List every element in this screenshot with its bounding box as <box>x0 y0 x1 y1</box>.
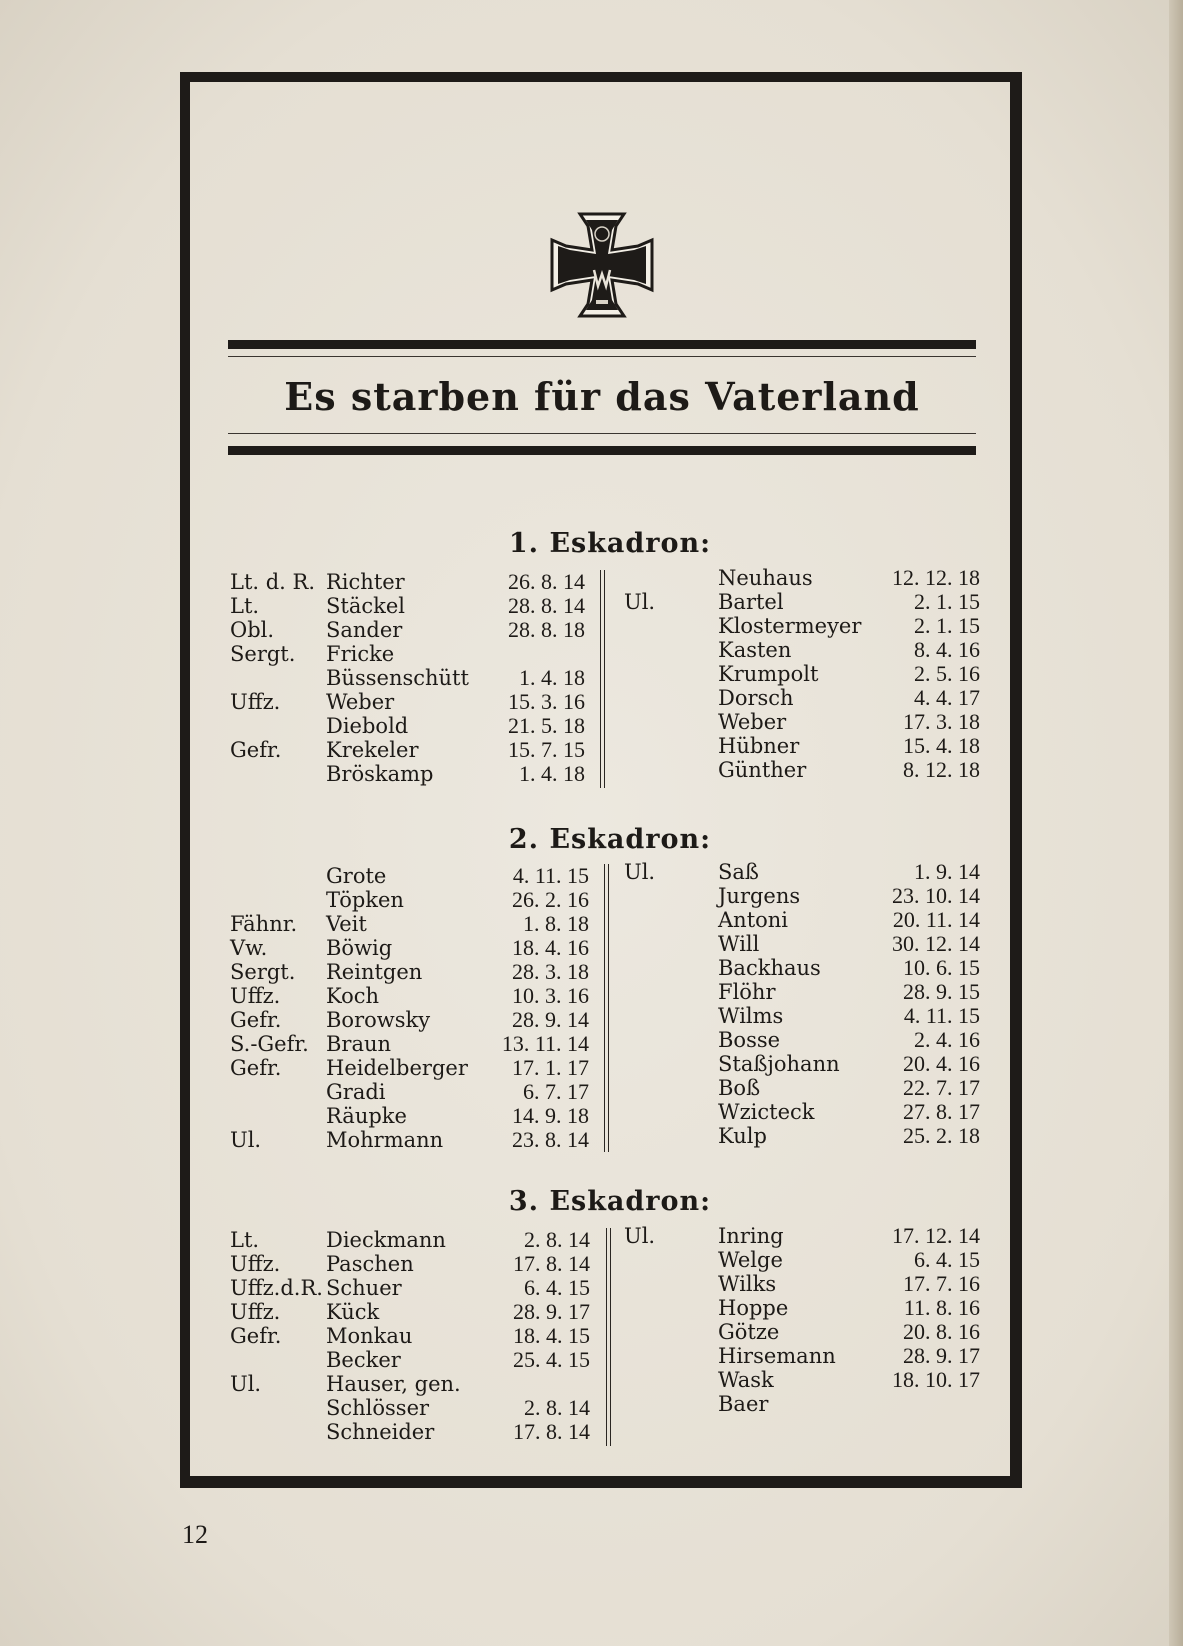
roll-entry <box>624 1100 980 1124</box>
roll-entry <box>624 1004 980 1028</box>
soldier-name: Günther <box>718 758 807 782</box>
roll-entry <box>230 1300 590 1324</box>
roll-entry <box>624 1296 980 1320</box>
rank-label: Vw. <box>230 936 268 960</box>
soldier-name: Krekeler <box>326 738 419 762</box>
death-date: 15. 7. 15 <box>508 737 585 762</box>
death-date: 22. 7. 17 <box>903 1075 980 1100</box>
death-date: 18. 10. 17 <box>892 1367 980 1392</box>
rank-label: Gefr. <box>230 1008 282 1032</box>
roll-entry <box>624 956 980 980</box>
soldier-name: Kück <box>326 1300 380 1324</box>
soldier-name: Koch <box>326 984 380 1008</box>
soldier-name: Schneider <box>326 1420 435 1444</box>
soldier-name: Kulp <box>718 1124 767 1148</box>
roll-entry <box>230 1348 590 1372</box>
death-date: 6. 4. 15 <box>524 1275 590 1300</box>
soldier-name: Reintgen <box>326 960 423 984</box>
death-date: 1. 9. 14 <box>914 859 980 884</box>
rank-label: Uffz.d.R. <box>230 1276 323 1300</box>
soldier-name: Staßjohann <box>718 1052 840 1076</box>
iron-cross-icon <box>550 212 654 318</box>
roll-entry <box>624 1052 980 1076</box>
roll-entry <box>230 618 585 642</box>
soldier-name: Backhaus <box>718 956 821 980</box>
death-date: 20. 8. 16 <box>903 1319 980 1344</box>
death-date: 28. 9. 14 <box>512 1007 589 1032</box>
soldier-name: Bartel <box>718 590 784 614</box>
roll-entry <box>624 662 980 686</box>
soldier-name: Welge <box>718 1248 783 1272</box>
soldier-name: Antoni <box>718 908 789 932</box>
death-date: 8. 4. 16 <box>914 637 980 662</box>
roll-entry <box>624 908 980 932</box>
soldier-name: Grote <box>326 864 387 888</box>
roll-entry <box>230 594 585 618</box>
death-date: 17. 8. 14 <box>513 1419 590 1444</box>
roll-entry <box>230 690 585 714</box>
death-date: 20. 11. 14 <box>892 907 980 932</box>
soldier-name: Weber <box>718 710 787 734</box>
death-date: 2. 8. 14 <box>524 1227 590 1252</box>
death-date: 25. 2. 18 <box>903 1123 980 1148</box>
death-date: 17. 1. 17 <box>512 1055 589 1080</box>
death-date: 8. 12. 18 <box>903 757 980 782</box>
roll-entry <box>230 642 585 666</box>
roll-entry <box>230 714 585 738</box>
title-rule-top-thin <box>228 356 976 357</box>
soldier-name: Saß <box>718 860 759 884</box>
rank-label: Ul. <box>230 1128 262 1152</box>
roll-entry <box>624 734 980 758</box>
death-date: 25. 4. 15 <box>513 1347 590 1372</box>
rank-label: Uffz. <box>230 1300 281 1324</box>
roll-entry <box>230 1372 590 1396</box>
soldier-name: Flöhr <box>718 980 776 1004</box>
soldier-name: Schuer <box>326 1276 402 1300</box>
soldier-name: Hübner <box>718 734 800 758</box>
soldier-name: Räupke <box>326 1104 407 1128</box>
roll-entry <box>230 984 589 1008</box>
squadron-2-left-list <box>230 864 589 1152</box>
column-divider <box>600 570 605 788</box>
death-date: 6. 7. 17 <box>523 1079 589 1104</box>
death-date: 15. 3. 16 <box>508 689 585 714</box>
roll-entry <box>230 912 589 936</box>
squadron-3-right-list <box>624 1224 980 1416</box>
soldier-name: Fricke <box>326 642 395 666</box>
soldier-name: Bosse <box>718 1028 781 1052</box>
roll-entry <box>624 758 980 782</box>
death-date: 20. 4. 16 <box>903 1051 980 1076</box>
death-date: 18. 4. 16 <box>512 935 589 960</box>
death-date: 12. 12. 18 <box>892 565 980 590</box>
death-date: 11. 8. 16 <box>903 1295 980 1320</box>
roll-entry <box>624 980 980 1004</box>
soldier-name: Diebold <box>326 714 409 738</box>
death-date: 23. 10. 14 <box>892 883 980 908</box>
roll-entry <box>624 1344 980 1368</box>
soldier-name: Weber <box>326 690 395 714</box>
soldier-name: Richter <box>326 570 405 594</box>
soldier-name: Monkau <box>326 1324 413 1348</box>
soldier-name: Hirsemann <box>718 1344 836 1368</box>
squadron-heading: 2. Eskadron: <box>508 824 712 855</box>
roll-entry <box>230 1276 590 1300</box>
soldier-name: Böwig <box>326 936 393 960</box>
soldier-name: Kasten <box>718 638 792 662</box>
squadron-1-right-list <box>624 566 980 782</box>
soldier-name: Wilks <box>718 1272 777 1296</box>
squadron-2-right-list <box>624 860 980 1148</box>
roll-entry <box>230 1252 590 1276</box>
death-date: 2. 4. 16 <box>914 1027 980 1052</box>
roll-entry <box>624 1224 980 1248</box>
soldier-name: Veit <box>326 912 367 936</box>
roll-entry <box>230 762 585 786</box>
death-date: 6. 4. 15 <box>914 1247 980 1272</box>
soldier-name: Neuhaus <box>718 566 813 590</box>
roll-entry <box>624 1368 980 1392</box>
soldier-name: Hauser, gen. <box>326 1372 461 1396</box>
death-date: 14. 9. 18 <box>512 1103 589 1128</box>
roll-entry <box>230 1008 589 1032</box>
death-date: 10. 6. 15 <box>903 955 980 980</box>
death-date: 2. 1. 15 <box>914 589 980 614</box>
soldier-name: Braun <box>326 1032 392 1056</box>
roll-entry <box>624 614 980 638</box>
soldier-name: Dieckmann <box>326 1228 446 1252</box>
roll-entry <box>230 666 585 690</box>
soldier-name: Büssenschütt <box>326 666 469 690</box>
soldier-name: Jurgens <box>718 884 801 908</box>
roll-entry <box>624 1076 980 1100</box>
soldier-name: Sander <box>326 618 403 642</box>
roll-entry <box>230 1396 590 1420</box>
death-date: 26. 2. 16 <box>512 887 589 912</box>
soldier-name: Wzicteck <box>718 1100 815 1124</box>
roll-entry <box>624 1028 980 1052</box>
roll-entry <box>230 1032 589 1056</box>
rank-label: Obl. <box>230 618 275 642</box>
soldier-name: Schlösser <box>326 1396 430 1420</box>
page-title: Es starben für das Vaterland <box>284 374 920 419</box>
soldier-name: Heidelberger <box>326 1056 468 1080</box>
column-divider <box>606 1228 611 1446</box>
roll-entry <box>624 638 980 662</box>
death-date: 30. 12. 14 <box>892 931 980 956</box>
soldier-name: Will <box>718 932 760 956</box>
roll-entry <box>624 860 980 884</box>
rank-label: Sergt. <box>230 960 296 984</box>
page-edge <box>1169 0 1183 1646</box>
roll-entry <box>624 932 980 956</box>
squadron-3-left-list <box>230 1228 590 1444</box>
rank-label: Ul. <box>624 590 656 614</box>
death-date: 4. 4. 17 <box>914 685 980 710</box>
soldier-name: Dorsch <box>718 686 794 710</box>
death-date: 26. 8. 14 <box>508 569 585 594</box>
death-date: 13. 11. 14 <box>501 1031 589 1056</box>
death-date: 2. 1. 15 <box>914 613 980 638</box>
death-date: 17. 12. 14 <box>892 1223 980 1248</box>
rank-label: Ul. <box>624 1224 656 1248</box>
death-date: 1. 4. 18 <box>519 761 585 786</box>
rank-label: Gefr. <box>230 738 282 762</box>
death-date: 27. 8. 17 <box>903 1099 980 1124</box>
soldier-name: Paschen <box>326 1252 414 1276</box>
roll-entry <box>230 960 589 984</box>
rank-label: Lt. d. R. <box>230 570 316 594</box>
rank-label: Sergt. <box>230 642 296 666</box>
rank-label: Ul. <box>230 1372 262 1396</box>
death-date: 4. 11. 15 <box>512 863 589 888</box>
death-date: 4. 11. 15 <box>903 1003 980 1028</box>
death-date: 17. 7. 16 <box>903 1271 980 1296</box>
roll-entry <box>230 1128 589 1152</box>
squadron-heading: 3. Eskadron: <box>508 1186 712 1217</box>
death-date: 28. 9. 17 <box>513 1299 590 1324</box>
death-date: 28. 8. 18 <box>508 617 585 642</box>
death-date: 23. 8. 14 <box>512 1127 589 1152</box>
title-rule-top-thick <box>228 340 976 349</box>
roll-entry <box>624 1272 980 1296</box>
soldier-name: Wilms <box>718 1004 784 1028</box>
roll-entry <box>230 864 589 888</box>
roll-entry <box>624 1124 980 1148</box>
page-number: 12 <box>182 1520 208 1549</box>
roll-entry <box>624 1320 980 1344</box>
death-date: 17. 3. 18 <box>903 709 980 734</box>
death-date: 2. 8. 14 <box>524 1395 590 1420</box>
death-date: 21. 5. 18 <box>508 713 585 738</box>
roll-entry <box>230 1080 589 1104</box>
roll-entry <box>624 884 980 908</box>
soldier-name: Becker <box>326 1348 401 1372</box>
rank-label: Fähnr. <box>230 912 298 936</box>
rank-label: Ul. <box>624 860 656 884</box>
soldier-name: Krumpolt <box>718 662 819 686</box>
squadron-1-left-list <box>230 570 585 786</box>
rank-label: Lt. <box>230 594 260 618</box>
roll-entry <box>624 1248 980 1272</box>
roll-entry <box>230 1104 589 1128</box>
roll-entry <box>624 710 980 734</box>
soldier-name: Bröskamp <box>326 762 434 786</box>
death-date: 18. 4. 15 <box>513 1323 590 1348</box>
soldier-name: Töpken <box>326 888 404 912</box>
roll-entry <box>624 590 980 614</box>
roll-entry <box>230 1420 590 1444</box>
rank-label: S.-Gefr. <box>230 1032 309 1056</box>
rank-label: Gefr. <box>230 1056 282 1080</box>
roll-entry <box>230 936 589 960</box>
soldier-name: Götze <box>718 1320 780 1344</box>
title-rule-bottom-thick <box>228 446 976 455</box>
roll-entry <box>624 1392 980 1416</box>
roll-entry <box>230 570 585 594</box>
soldier-name: Boß <box>718 1076 761 1100</box>
death-date: 10. 3. 16 <box>512 983 589 1008</box>
roll-entry <box>624 686 980 710</box>
death-date: 28. 8. 14 <box>508 593 585 618</box>
title-rule-bottom-thin <box>228 433 976 434</box>
soldier-name: Wask <box>718 1368 774 1392</box>
death-date: 17. 8. 14 <box>513 1251 590 1276</box>
soldier-name: Klostermeyer <box>718 614 862 638</box>
soldier-name: Stäckel <box>326 594 405 618</box>
roll-entry <box>230 1056 589 1080</box>
death-date: 1. 8. 18 <box>523 911 589 936</box>
rank-label: Lt. <box>230 1228 260 1252</box>
roll-entry <box>624 566 980 590</box>
column-divider <box>604 864 609 1152</box>
roll-entry <box>230 1324 590 1348</box>
roll-entry <box>230 888 589 912</box>
soldier-name: Gradi <box>326 1080 386 1104</box>
roll-entry <box>230 1228 590 1252</box>
rank-label: Uffz. <box>230 984 281 1008</box>
roll-entry <box>230 738 585 762</box>
squadron-heading: 1. Eskadron: <box>508 528 712 559</box>
death-date: 28. 9. 17 <box>903 1343 980 1368</box>
rank-label: Gefr. <box>230 1324 282 1348</box>
soldier-name: Mohrmann <box>326 1128 444 1152</box>
rank-label: Uffz. <box>230 690 281 714</box>
death-date: 28. 3. 18 <box>512 959 589 984</box>
death-date: 2. 5. 16 <box>914 661 980 686</box>
soldier-name: Hoppe <box>718 1296 789 1320</box>
rank-label: Uffz. <box>230 1252 281 1276</box>
soldier-name: Inring <box>718 1224 784 1248</box>
death-date: 1. 4. 18 <box>519 665 585 690</box>
death-date: 15. 4. 18 <box>903 733 980 758</box>
soldier-name: Borowsky <box>326 1008 431 1032</box>
death-date: 28. 9. 15 <box>903 979 980 1004</box>
soldier-name: Baer <box>718 1392 769 1416</box>
